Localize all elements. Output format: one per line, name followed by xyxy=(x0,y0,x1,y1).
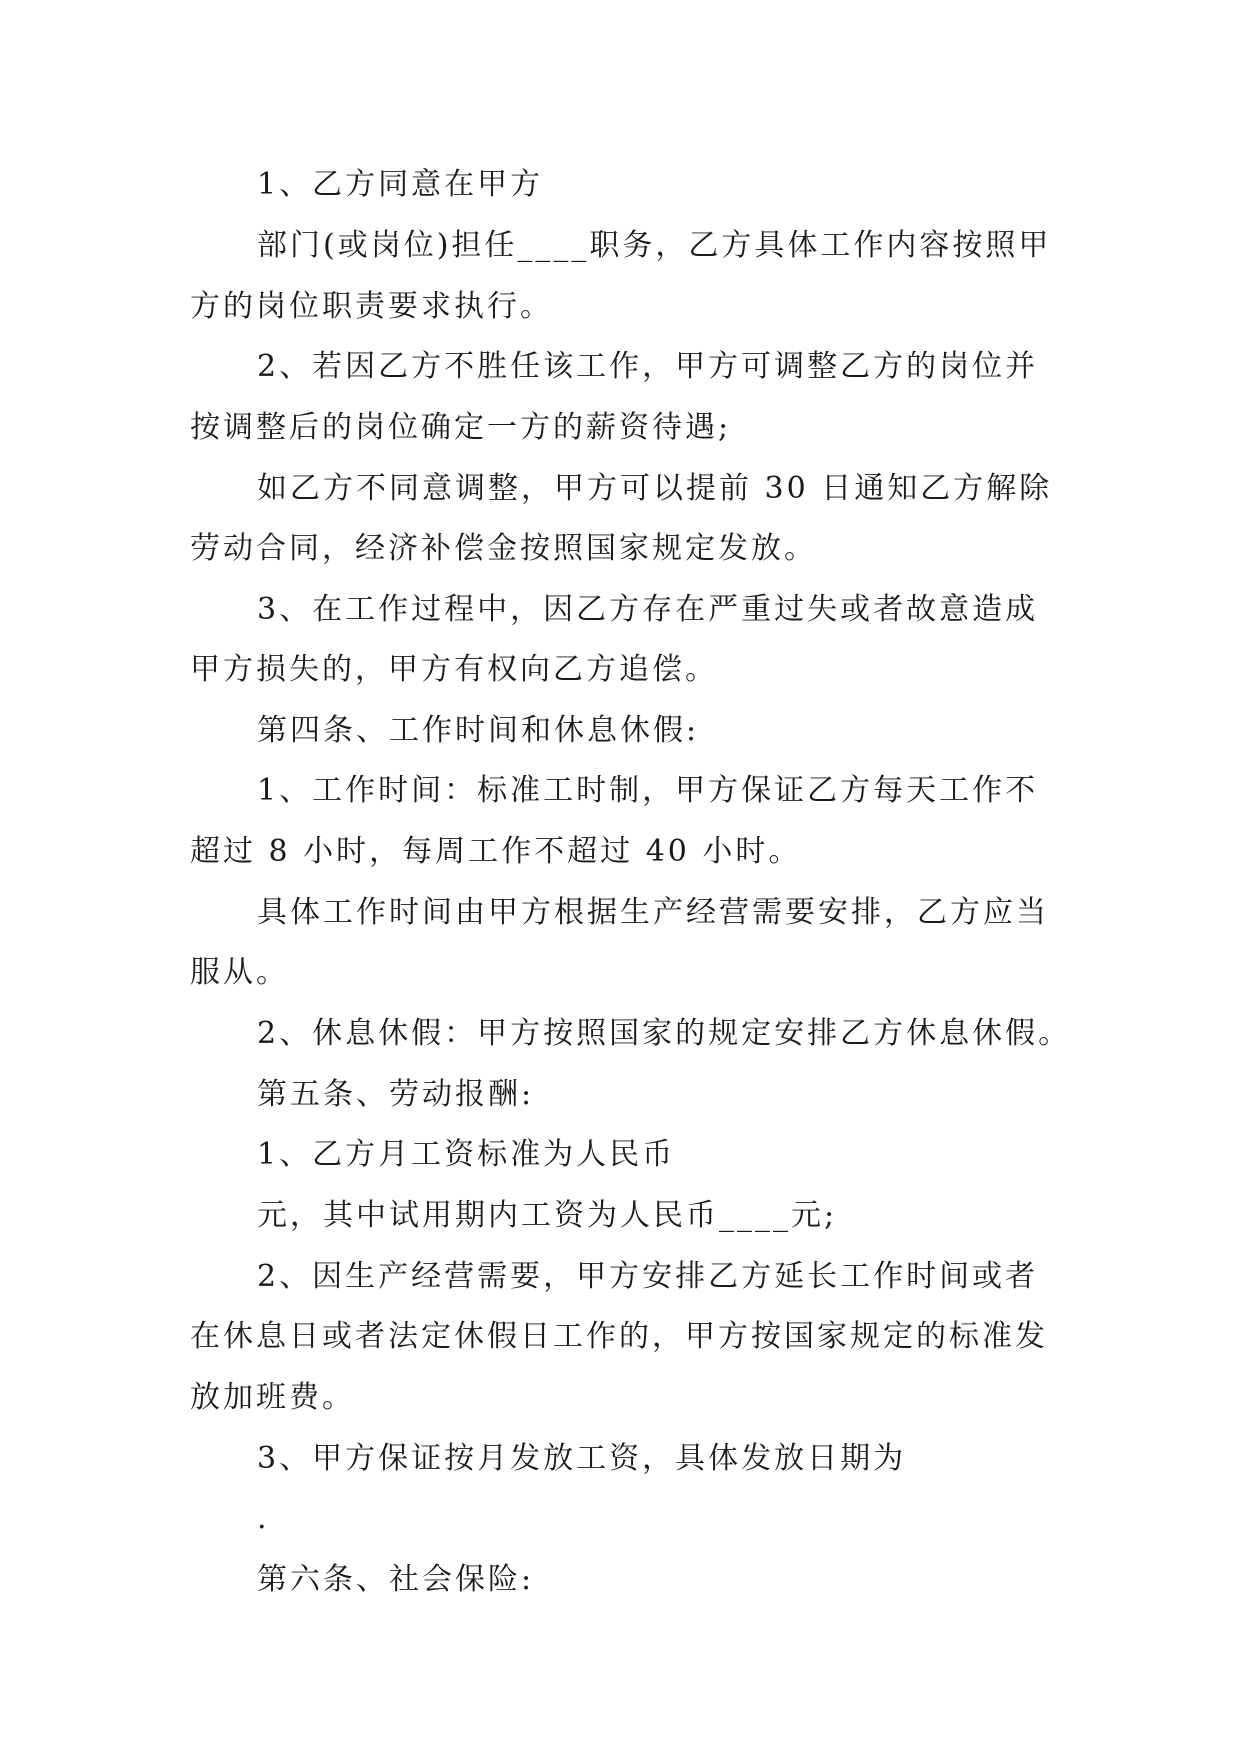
section-heading: 第六条、社会保险: xyxy=(257,1562,535,1597)
clause-line: 甲方损失的，甲方有权向乙方追偿。 xyxy=(190,652,718,687)
clause-line: 按调整后的岗位确定一方的薪资待遇; xyxy=(190,410,732,445)
clause-line: 方的岗位职责要求执行。 xyxy=(190,289,553,324)
clause-line: 部门(或岗位)担任____职务，乙方具体工作内容按照甲 xyxy=(257,228,1052,263)
section-heading: 第四条、工作时间和休息休假: xyxy=(257,713,700,748)
clause-line: 2、休息休假：甲方按照国家的规定安排乙方休息休假。 xyxy=(257,1016,1072,1051)
clause-line: 2、若因乙方不胜任该工作，甲方可调整乙方的岗位并 xyxy=(257,349,1039,384)
clause-line: 超过 8 小时，每周工作不超过 40 小时。 xyxy=(190,834,802,869)
clause-line: 劳动合同，经济补偿金按照国家规定发放。 xyxy=(190,531,817,566)
clause-line: 具体工作时间由甲方根据生产经营需要安排，乙方应当 xyxy=(257,895,1049,930)
clause-line: 1、乙方月工资标准为人民币 xyxy=(257,1137,676,1172)
clause-line: 1、工作时间：标准工时制，甲方保证乙方每天工作不 xyxy=(257,773,1039,808)
clause-line: 3、甲方保证按月发放工资，具体发放日期为 xyxy=(257,1441,907,1476)
section-heading: 第五条、劳动报酬: xyxy=(257,1077,535,1112)
clause-line: 服从。 xyxy=(190,955,289,990)
clause-line: . xyxy=(257,1501,270,1536)
clause-line: 如乙方不同意调整，甲方可以提前 30 日通知乙方解除 xyxy=(257,471,1053,506)
clause-line: 在休息日或者法定休假日工作的，甲方按国家规定的标准发 xyxy=(190,1319,1048,1354)
clause-line: 3、在工作过程中，因乙方存在严重过失或者故意造成 xyxy=(257,592,1039,627)
clause-line: 放加班费。 xyxy=(190,1380,355,1415)
clause-line: 1、乙方同意在甲方 xyxy=(257,167,544,202)
clause-line: 元，其中试用期内工资为人民币____元; xyxy=(257,1198,838,1233)
clause-line: 2、因生产经营需要，甲方安排乙方延长工作时间或者 xyxy=(257,1259,1039,1294)
